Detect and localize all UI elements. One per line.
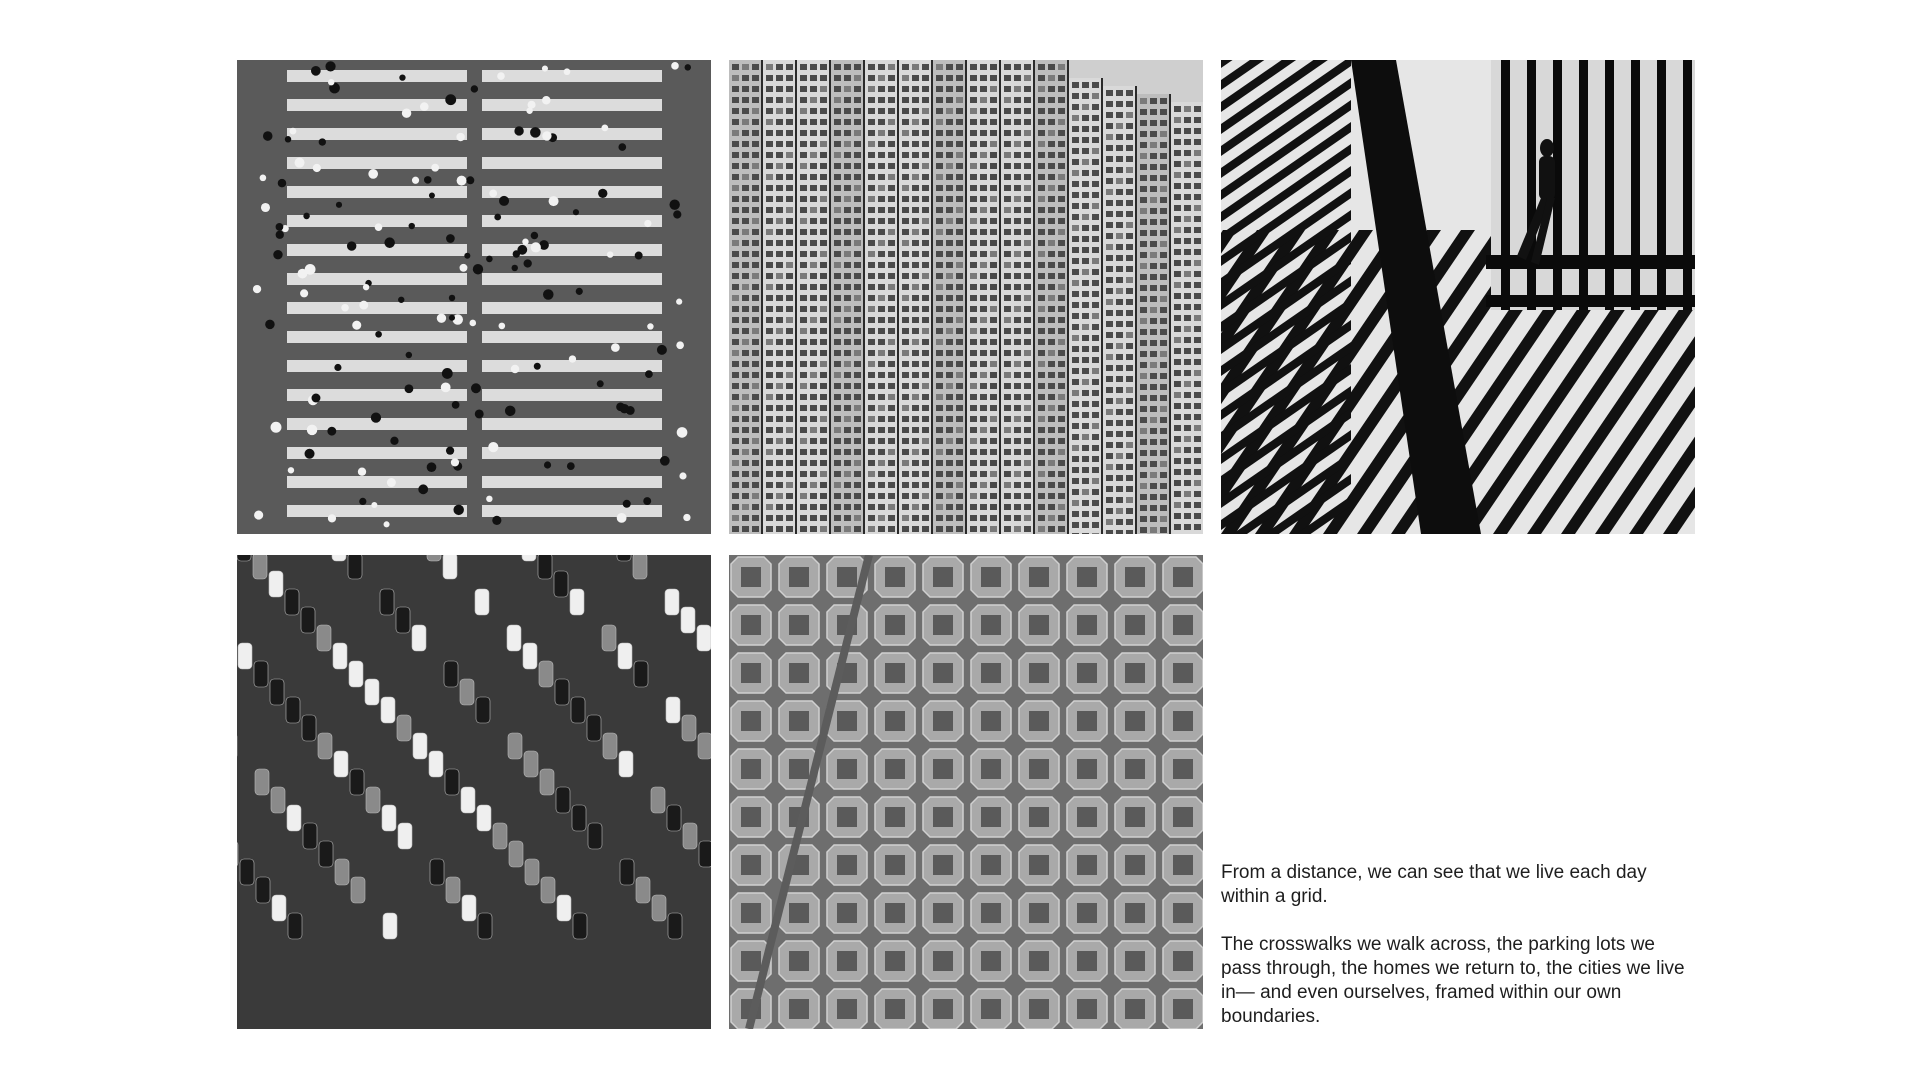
caption-paragraph-2: The crosswalks we walk across, the parking lots we pass through, the homes we return to, the cities we live in— and even ourselves, framed within our own boundaries. [1221,934,1685,1027]
city-grid-aerial-photo [729,555,1203,1029]
caption-paragraph-1: From a distance, we can see that we live each day within a grid. [1221,862,1647,907]
parking-lot-aerial-photo [237,555,711,1029]
photo-grid [237,60,1695,1029]
caption [1221,861,1695,1029]
fence-shadow-photo [1221,60,1695,534]
crosswalk-aerial-photo [237,60,711,534]
apartment-towers-photo [729,60,1203,534]
caption-cell [1221,555,1695,1029]
